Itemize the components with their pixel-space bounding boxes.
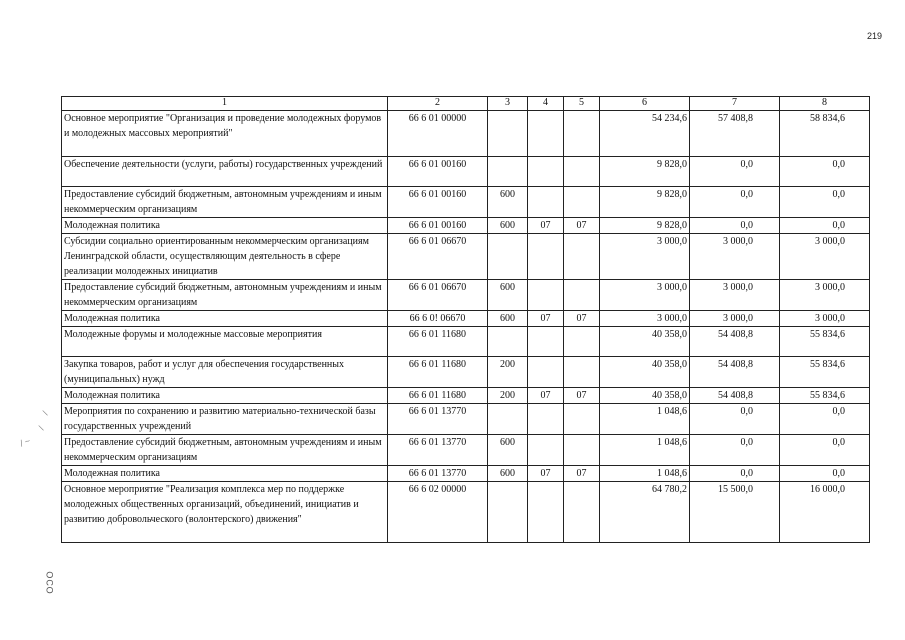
item-name: Молодежная политика xyxy=(62,388,388,404)
table-row xyxy=(62,187,870,218)
section xyxy=(528,157,564,187)
item-name: Субсидии социально ориентированным некоммерческим организациям Ленинградской области, осуществляющим деятельность в сфере реализации молодежных инициатив xyxy=(62,234,388,280)
column-header: 2 xyxy=(388,97,488,111)
table-row xyxy=(62,218,870,234)
subsection: 07 xyxy=(564,218,600,234)
amount-col7: 0,0 xyxy=(690,218,780,234)
target-code: 66 6 02 00000 xyxy=(388,482,488,543)
amount-col8: 3 000,0 xyxy=(780,234,870,280)
item-name: Основное мероприятие "Реализация комплекса мер по поддержке молодежных общественных организаций, объединений, инициатив и развитию добровольческого (волонтерского) движения" xyxy=(62,482,388,543)
table-row xyxy=(62,388,870,404)
item-name: Молодежная политика xyxy=(62,466,388,482)
margin-mark: / xyxy=(40,409,51,417)
expense-type: 600 xyxy=(488,435,528,466)
item-name: Молодежные форумы и молодежные массовые мероприятия xyxy=(62,327,388,357)
amount-col6: 9 828,0 xyxy=(600,157,690,187)
amount-col8: 0,0 xyxy=(780,404,870,435)
amount-col7: 0,0 xyxy=(690,435,780,466)
amount-col7: 3 000,0 xyxy=(690,234,780,280)
expense-type xyxy=(488,327,528,357)
target-code: 66 6 0! 06670 xyxy=(388,311,488,327)
subsection xyxy=(564,111,600,157)
table-row xyxy=(62,466,870,482)
item-name: Основное мероприятие "Организация и проведение молодежных форумов и молодежных массовых мероприятий" xyxy=(62,111,388,157)
subsection xyxy=(564,327,600,357)
column-header: 1 xyxy=(62,97,388,111)
amount-col8: 58 834,6 xyxy=(780,111,870,157)
subsection xyxy=(564,435,600,466)
table-row xyxy=(62,327,870,357)
amount-col7: 0,0 xyxy=(690,404,780,435)
margin-mark: ОСО xyxy=(44,571,55,595)
amount-col7: 57 408,8 xyxy=(690,111,780,157)
expense-type xyxy=(488,404,528,435)
item-name: Предоставление субсидий бюджетным, автономным учреждениям и иным некоммерческим организациям xyxy=(62,187,388,218)
subsection: 07 xyxy=(564,388,600,404)
table-row xyxy=(62,234,870,280)
expense-type xyxy=(488,157,528,187)
amount-col7: 54 408,8 xyxy=(690,388,780,404)
section xyxy=(528,357,564,388)
amount-col8: 55 834,6 xyxy=(780,388,870,404)
item-name: Предоставление субсидий бюджетным, автономным учреждениям и иным некоммерческим организациям xyxy=(62,435,388,466)
expense-type: 200 xyxy=(488,357,528,388)
section xyxy=(528,327,564,357)
amount-col6: 40 358,0 xyxy=(600,357,690,388)
column-header: 3 xyxy=(488,97,528,111)
expense-type: 600 xyxy=(488,311,528,327)
amount-col7: 3 000,0 xyxy=(690,280,780,311)
table-row xyxy=(62,157,870,187)
section xyxy=(528,280,564,311)
amount-col6: 9 828,0 xyxy=(600,187,690,218)
table-row xyxy=(62,357,870,388)
expense-type: 200 xyxy=(488,388,528,404)
section: 07 xyxy=(528,388,564,404)
item-name: Закупка товаров, работ и услуг для обеспечения государственных (муниципальных) нужд xyxy=(62,357,388,388)
subsection xyxy=(564,157,600,187)
expense-type: 600 xyxy=(488,280,528,311)
amount-col6: 1 048,6 xyxy=(600,435,690,466)
amount-col6: 64 780,2 xyxy=(600,482,690,543)
amount-col6: 3 000,0 xyxy=(600,280,690,311)
target-code: 66 6 01 00000 xyxy=(388,111,488,157)
expense-type xyxy=(488,482,528,543)
amount-col8: 3 000,0 xyxy=(780,311,870,327)
amount-col7: 3 000,0 xyxy=(690,311,780,327)
amount-col7: 54 408,8 xyxy=(690,357,780,388)
target-code: 66 6 01 00160 xyxy=(388,218,488,234)
amount-col7: 0,0 xyxy=(690,187,780,218)
target-code: 66 6 01 13770 xyxy=(388,404,488,435)
amount-col6: 54 234,6 xyxy=(600,111,690,157)
column-header: 6 xyxy=(600,97,690,111)
expense-type xyxy=(488,234,528,280)
amount-col8: 55 834,6 xyxy=(780,357,870,388)
amount-col8: 0,0 xyxy=(780,466,870,482)
item-name: Молодежная политика xyxy=(62,218,388,234)
subsection xyxy=(564,187,600,218)
amount-col6: 1 048,6 xyxy=(600,466,690,482)
target-code: 66 6 01 11680 xyxy=(388,357,488,388)
section xyxy=(528,404,564,435)
expense-type: 600 xyxy=(488,218,528,234)
section xyxy=(528,187,564,218)
amount-col7: 54 408,8 xyxy=(690,327,780,357)
item-name: Обеспечение деятельности (услуги, работы) государственных учреждений xyxy=(62,157,388,187)
column-header: 7 xyxy=(690,97,780,111)
budget-table xyxy=(61,96,870,543)
column-header: 5 xyxy=(564,97,600,111)
target-code: 66 6 01 11680 xyxy=(388,388,488,404)
section xyxy=(528,435,564,466)
margin-mark: / ~ xyxy=(18,435,32,449)
subsection xyxy=(564,234,600,280)
item-name: Мероприятия по сохранению и развитию материально-технической базы государственных учреждений xyxy=(62,404,388,435)
amount-col6: 3 000,0 xyxy=(600,234,690,280)
section xyxy=(528,482,564,543)
target-code: 66 6 01 00160 xyxy=(388,187,488,218)
subsection xyxy=(564,404,600,435)
amount-col8: 0,0 xyxy=(780,157,870,187)
section: 07 xyxy=(528,466,564,482)
target-code: 66 6 01 13770 xyxy=(388,435,488,466)
table-row xyxy=(62,111,870,157)
margin-mark: / xyxy=(36,424,47,432)
amount-col8: 55 834,6 xyxy=(780,327,870,357)
item-name: Молодежная политика xyxy=(62,311,388,327)
amount-col7: 15 500,0 xyxy=(690,482,780,543)
section xyxy=(528,111,564,157)
table-row xyxy=(62,435,870,466)
table-row xyxy=(62,311,870,327)
expense-type: 600 xyxy=(488,187,528,218)
amount-col7: 0,0 xyxy=(690,157,780,187)
amount-col8: 0,0 xyxy=(780,187,870,218)
column-header: 8 xyxy=(780,97,870,111)
expense-type: 600 xyxy=(488,466,528,482)
page-number: 219 xyxy=(866,31,882,41)
subsection xyxy=(564,482,600,543)
table-row xyxy=(62,404,870,435)
amount-col8: 16 000,0 xyxy=(780,482,870,543)
target-code: 66 6 01 06670 xyxy=(388,234,488,280)
subsection: 07 xyxy=(564,466,600,482)
amount-col6: 9 828,0 xyxy=(600,218,690,234)
subsection: 07 xyxy=(564,311,600,327)
amount-col6: 40 358,0 xyxy=(600,327,690,357)
amount-col6: 3 000,0 xyxy=(600,311,690,327)
section xyxy=(528,234,564,280)
table-row xyxy=(62,280,870,311)
target-code: 66 6 01 00160 xyxy=(388,157,488,187)
amount-col8: 0,0 xyxy=(780,218,870,234)
header-row xyxy=(62,97,870,111)
subsection xyxy=(564,357,600,388)
target-code: 66 6 01 06670 xyxy=(388,280,488,311)
section: 07 xyxy=(528,311,564,327)
amount-col6: 1 048,6 xyxy=(600,404,690,435)
amount-col8: 0,0 xyxy=(780,435,870,466)
column-header: 4 xyxy=(528,97,564,111)
amount-col8: 3 000,0 xyxy=(780,280,870,311)
expense-type xyxy=(488,111,528,157)
table-row xyxy=(62,482,870,543)
target-code: 66 6 01 13770 xyxy=(388,466,488,482)
item-name: Предоставление субсидий бюджетным, автономным учреждениям и иным некоммерческим организациям xyxy=(62,280,388,311)
target-code: 66 6 01 11680 xyxy=(388,327,488,357)
section: 07 xyxy=(528,218,564,234)
amount-col6: 40 358,0 xyxy=(600,388,690,404)
subsection xyxy=(564,280,600,311)
amount-col7: 0,0 xyxy=(690,466,780,482)
